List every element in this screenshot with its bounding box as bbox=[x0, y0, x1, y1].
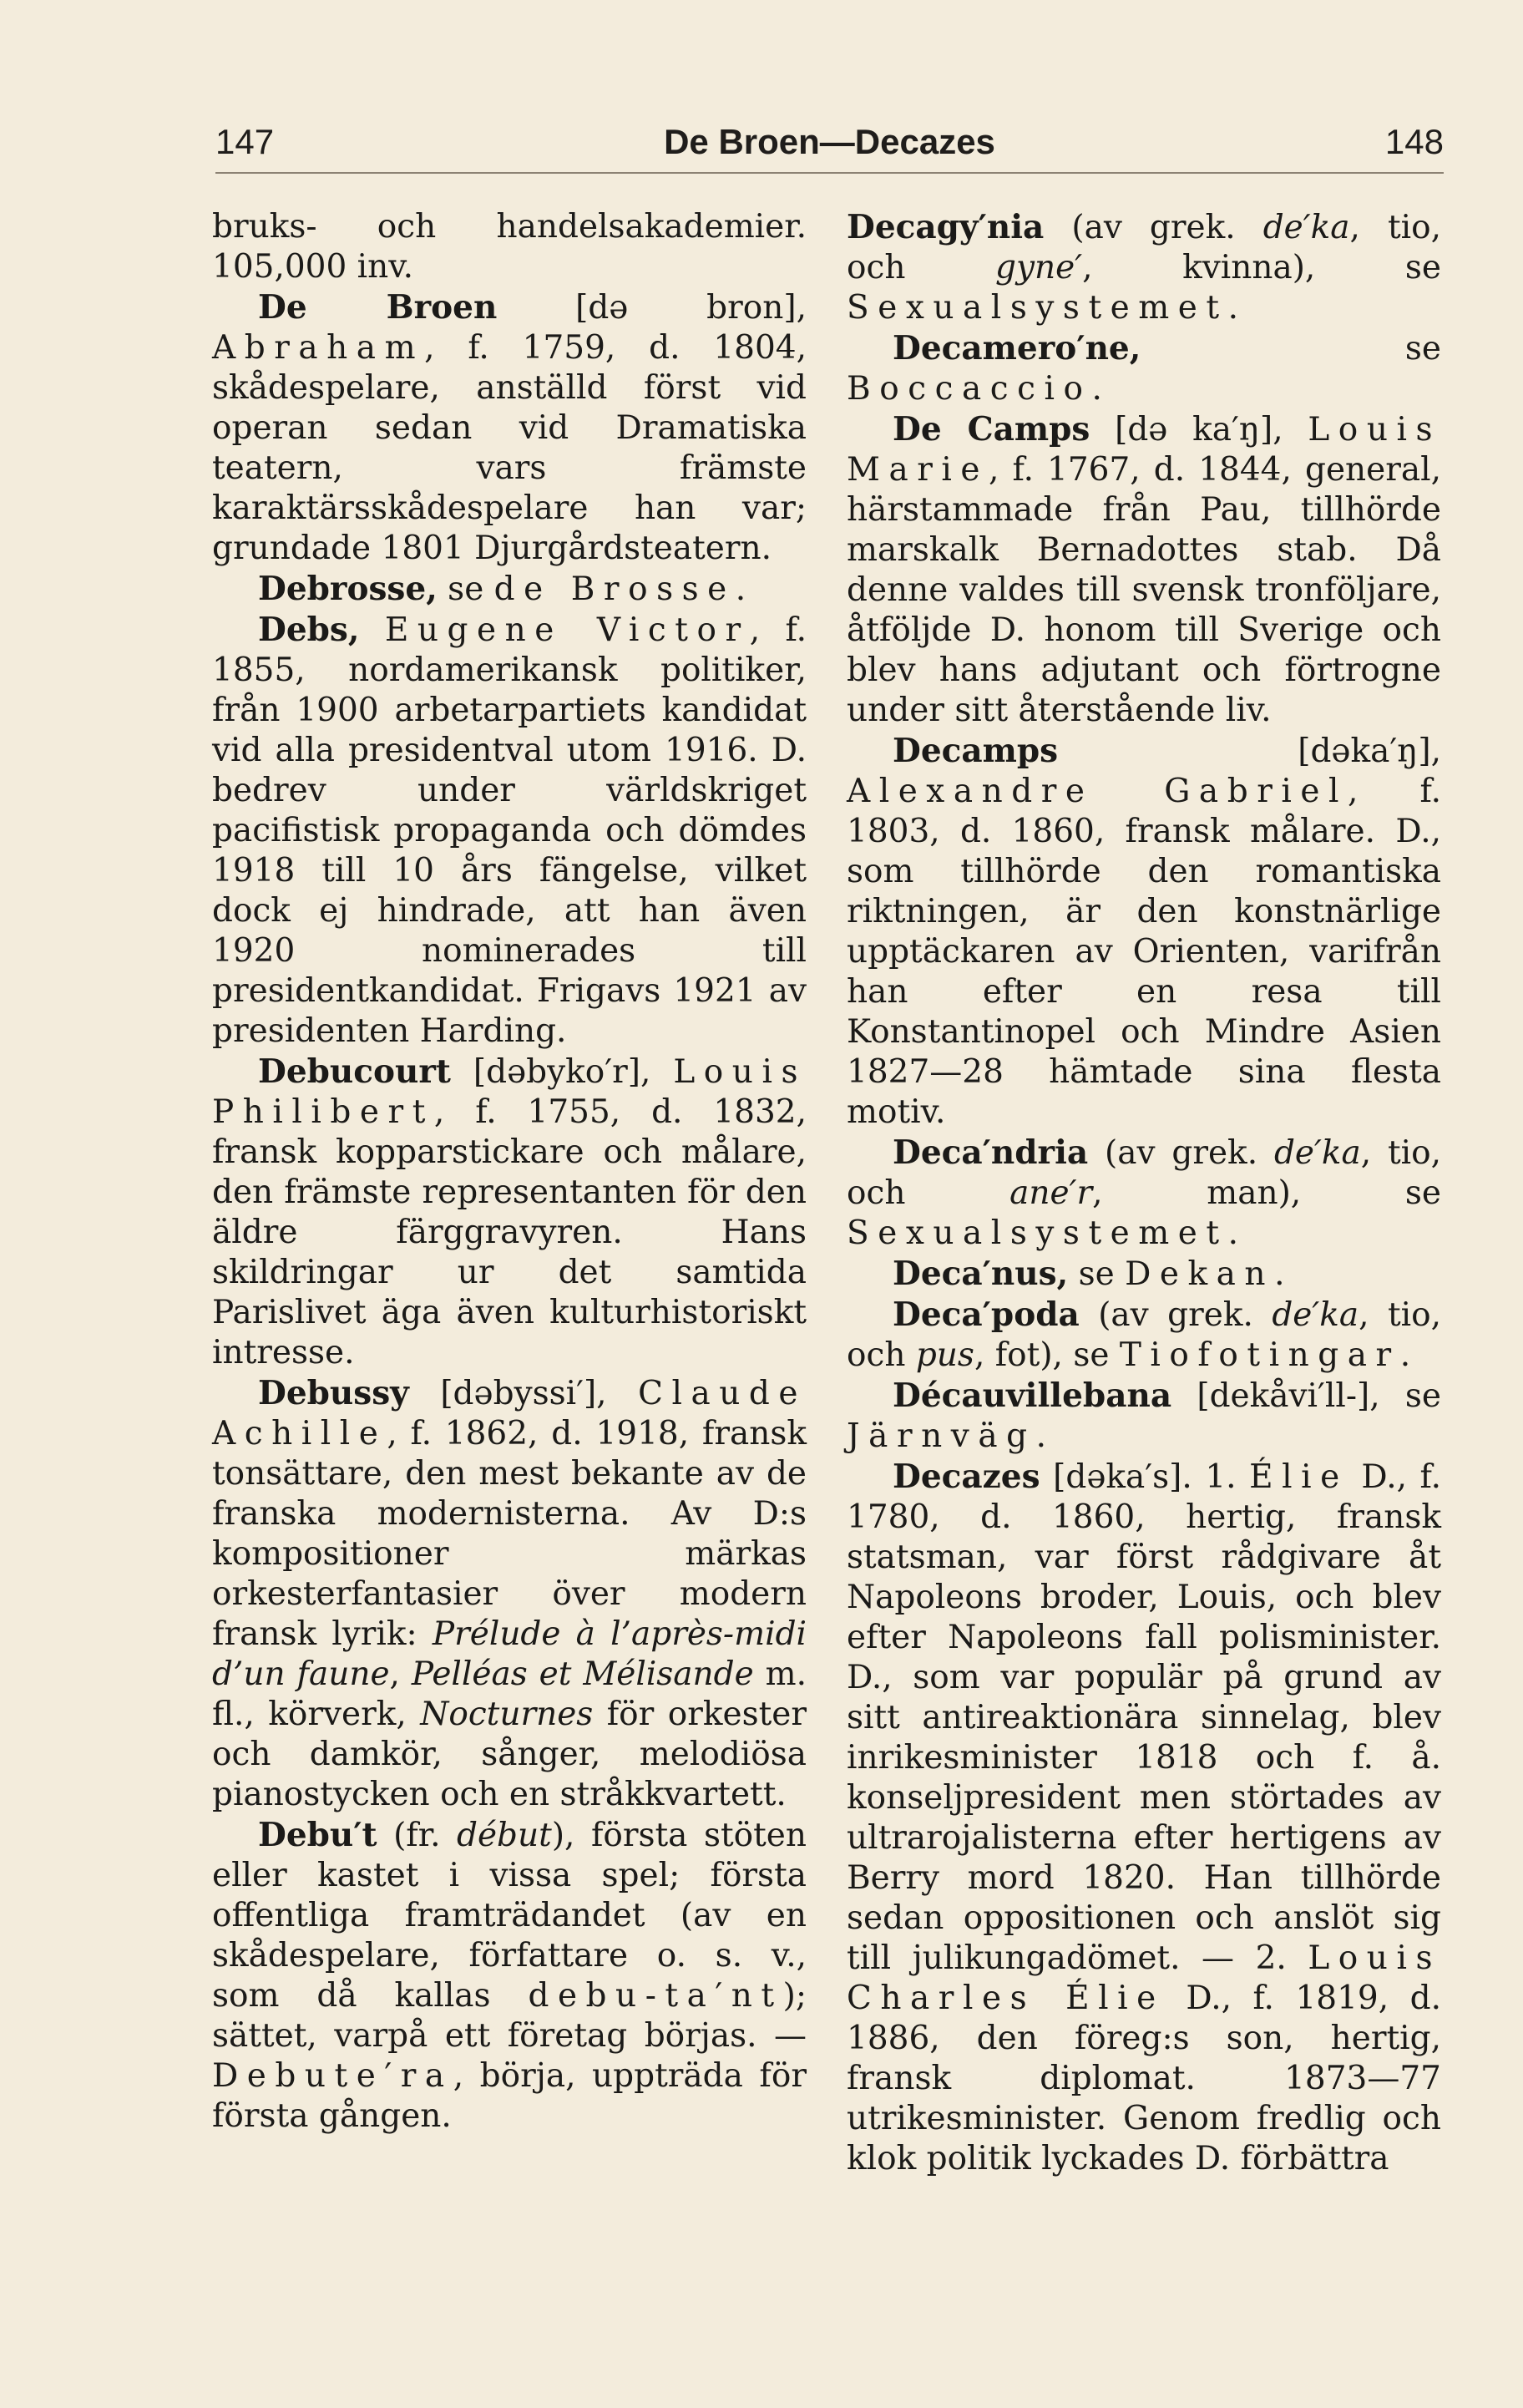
entry-text: (av grek. bbox=[1044, 209, 1263, 246]
entry-text: (av grek. bbox=[1079, 1296, 1273, 1334]
headword: Décauvillebana bbox=[893, 1376, 1172, 1415]
entry-decamps bbox=[847, 731, 1441, 1133]
cross-reference: Sexualsystemet bbox=[847, 289, 1228, 327]
entry-text: D., f. 1819, d. 1886, den föreg:s son, hertig, fransk diplomat. 1873—77 utrikesminister. Genom fredlig och klok politik lyckades D. förbättra bbox=[847, 1980, 1441, 2177]
headword: Decagy′nia bbox=[847, 208, 1045, 246]
page-header bbox=[215, 115, 1444, 169]
entry-text: , kvinna), se bbox=[1082, 249, 1441, 286]
italic-term: de′ka bbox=[1262, 209, 1350, 246]
spaced-name: Louis Charles Élie bbox=[847, 1939, 1441, 2017]
pronunciation: [dəbyssi′], bbox=[408, 1375, 639, 1412]
cross-reference: Boccaccio bbox=[847, 370, 1092, 408]
right-column bbox=[847, 207, 1441, 2179]
entry-text: . bbox=[1399, 1336, 1411, 1374]
headword: Debussy bbox=[258, 1374, 409, 1412]
right-page-number: 148 bbox=[1384, 122, 1444, 161]
header-rule bbox=[215, 172, 1444, 174]
italic-term: gyne′ bbox=[995, 249, 1083, 286]
italic-term: pus bbox=[915, 1336, 974, 1374]
spaced-term: debu-ta′nt bbox=[528, 1977, 783, 2015]
entry-text: . bbox=[1227, 1214, 1239, 1252]
entry-text: se bbox=[1141, 330, 1441, 368]
entry-debs bbox=[212, 610, 807, 1052]
cross-reference: de Brosse bbox=[493, 570, 736, 608]
entry-decamerone bbox=[847, 328, 1441, 409]
italic-term: de′ka bbox=[1273, 1134, 1361, 1172]
entry-decanus bbox=[847, 1254, 1441, 1295]
entry-text: , f. 1855, nordamerikansk politiker, från 1900 arbetarpartiets kandidat vid alla presidentval utom 1916. D. bedrev under världskriget pacifistisk propaganda och dömdes 1918 till 10 års fängelse, vilket dock ej hindrade, att han även 1920 nominerades till presidentkandidat. Frigavs 1921 av presidenten Harding. bbox=[212, 611, 807, 1050]
running-title: De Broen—Decazes bbox=[664, 122, 995, 161]
entry-text bbox=[359, 611, 384, 649]
headword: Debu′t bbox=[258, 1816, 377, 1854]
entry-text: ), första stöten eller kastet i vissa spel; första offentliga framträdandet (av en skådespelare, författare o. s. v., som då kallas bbox=[212, 1817, 807, 2015]
work-title: Prélude à l’après-midi d’un faune bbox=[212, 1615, 807, 1693]
entry-debussy bbox=[212, 1373, 807, 1815]
entry-text: . bbox=[1035, 1417, 1047, 1455]
entry-text: , f. 1862, d. 1918, fransk tonsättare, den mest bekante av de franska modernisterna. Av D:s kompositioner märkas orkesterfantasier över modern fransk lyrik: bbox=[212, 1415, 807, 1653]
entry-decauvillebana bbox=[847, 1376, 1441, 1457]
entry-decandria bbox=[847, 1133, 1441, 1254]
entry-text: , f. 1755, d. 1832, fransk kopparstickare och målare, den främste representanten för den äldre färggravyren. Hans skildringar ur det samtida Parislivet äga även kulturhistoriskt intresse. bbox=[212, 1093, 807, 1371]
headword: Decamps bbox=[893, 732, 1059, 770]
spaced-name: Alexandre Gabriel bbox=[847, 773, 1348, 810]
entry-text: , f. 1759, d. 1804, skådespelare, anställd först vid operan sedan vid Dramatiska teatern, vars främste karaktärsskådespelare han var; grundade 1801 Djurgårdsteatern. bbox=[212, 329, 807, 567]
entry-de-camps bbox=[847, 409, 1441, 731]
pronunciation: [də ka′ŋ], bbox=[1090, 411, 1308, 449]
entry-text: se bbox=[1068, 1255, 1126, 1293]
entry-text: , tio, och bbox=[847, 209, 1441, 286]
spaced-name: Louis Philibert bbox=[212, 1053, 807, 1131]
entry-text: D., f. 1780, d. 1860, hertig, fransk statsman, var först rådgivare åt Napoleons broder, Louis, och blev efter Napoleons fall polisminister. D., som var populär på grund av sitt antireaktionära sinnelag, blev inrikesminister 1818 och f. å. konseljpresident men störtades av ultrarojalisterna efter hertigens av Berry mord 1820. Han tillhörde sedan oppositionen och anslöt sig till julikungadömet. — 2. bbox=[847, 1458, 1441, 1977]
headword: Decazes bbox=[893, 1457, 1040, 1496]
headword: Deca′poda bbox=[893, 1295, 1080, 1334]
entry-text: , tio, och bbox=[847, 1134, 1441, 1212]
entry-debrosse bbox=[212, 569, 807, 610]
italic-term: ane′r bbox=[1009, 1174, 1093, 1212]
continuation-text: bruks- och handelsakademier. 105,000 inv. bbox=[212, 208, 807, 286]
work-title: Pelléas et Mélisande bbox=[411, 1655, 754, 1693]
entry-text: m. fl., körverk, bbox=[212, 1655, 807, 1733]
headword: Debs, bbox=[258, 611, 360, 649]
italic-term: début bbox=[457, 1817, 552, 1854]
entry-debucourt bbox=[212, 1052, 807, 1373]
entry-text: , f. 1803, d. 1860, fransk målare. D., som tillhörde den romantiska riktningen, är den konstnärlige upptäckaren av Orienten, varifrån han efter en resa till Konstantinopel och Mindre Asien 1827—28 hämtade sina flesta motiv. bbox=[847, 773, 1441, 1131]
cross-reference: Dekan bbox=[1125, 1255, 1275, 1293]
entry-text: . bbox=[1227, 289, 1239, 327]
headword: Deca′nus, bbox=[893, 1255, 1069, 1293]
left-page-number: 147 bbox=[215, 122, 275, 161]
cross-reference: Sexualsystemet bbox=[847, 1214, 1228, 1252]
entry-de-broen bbox=[212, 287, 807, 569]
entry-text: . bbox=[1274, 1255, 1285, 1293]
entry-debut bbox=[212, 1815, 807, 2137]
entry-text: , tio, och bbox=[847, 1296, 1441, 1374]
entry-text: . bbox=[1091, 370, 1102, 408]
entry-decapoda bbox=[847, 1295, 1441, 1376]
entry-text: (av grek. bbox=[1088, 1134, 1274, 1172]
spaced-name: Abraham bbox=[212, 329, 425, 367]
entry-text: , börja, uppträda för första gången. bbox=[212, 2057, 807, 2135]
entry-text: , bbox=[389, 1655, 412, 1693]
entry-decagynia bbox=[847, 207, 1441, 328]
entry-text: för orkester och damkör, sånger, melodiösa pianostycken och en stråkkvartett. bbox=[212, 1696, 807, 1813]
entry-text: se bbox=[437, 570, 494, 608]
work-title: Nocturnes bbox=[420, 1696, 594, 1733]
spaced-name: Eugene Victor bbox=[384, 611, 750, 649]
headword: Debucourt bbox=[258, 1052, 451, 1091]
spaced-name: Louis Marie bbox=[847, 411, 1442, 489]
pronunciation: [dəka′s]. 1. bbox=[1040, 1458, 1250, 1496]
cross-reference: Järnväg bbox=[847, 1417, 1036, 1455]
entry-text: (fr. bbox=[377, 1817, 457, 1854]
entry-text: , fot), se bbox=[974, 1336, 1120, 1374]
italic-term: de′ka bbox=[1272, 1296, 1359, 1334]
spaced-name: Élie bbox=[1249, 1458, 1348, 1496]
entry-continuation bbox=[212, 207, 807, 287]
entry-decazes bbox=[847, 1457, 1441, 2179]
headword: Deca′ndria bbox=[893, 1133, 1089, 1172]
entry-text: , man), se bbox=[1092, 1174, 1441, 1212]
cross-reference: Tiofotingar bbox=[1119, 1336, 1400, 1374]
headword: Decamero′ne, bbox=[893, 329, 1141, 368]
spaced-name: Claude Achille bbox=[212, 1375, 807, 1452]
entry-text: . bbox=[735, 570, 746, 608]
pronunciation: [də bron], bbox=[497, 289, 807, 327]
headword: Debrosse, bbox=[258, 570, 438, 608]
pronunciation: [dekåvi′ll-], se bbox=[1171, 1377, 1441, 1415]
left-column bbox=[212, 207, 807, 2137]
headword: De Broen bbox=[258, 288, 498, 327]
pronunciation: [dəbyko′r], bbox=[450, 1053, 674, 1091]
entry-text: ); sättet, varpå ett företag börjas. — bbox=[212, 1977, 807, 2055]
pronunciation: [dəka′ŋ], bbox=[1058, 733, 1441, 770]
spaced-term: Debute′ra bbox=[212, 2057, 453, 2095]
headword: De Camps bbox=[893, 410, 1090, 449]
entry-text: , f. 1767, d. 1844, general, härstammade från Pau, tillhörde marskalk Bernadottes stab. Då denne valdes till svensk tronföljare, åtföljde D. honom till Sverige och blev hans adjutant och förtrogne under sitt återstående liv. bbox=[847, 451, 1441, 729]
